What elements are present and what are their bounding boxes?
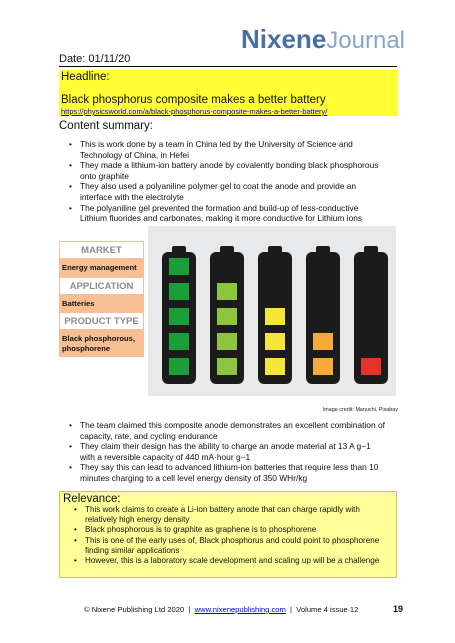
summary-bullet: • They claim their design has the ability to charge an anode material at 13 A g−1 with a reversible capacity of 440 mA·hour g−1 (66, 441, 386, 462)
charge-segment (265, 358, 285, 375)
battery-4 (306, 246, 340, 384)
footer-text (84, 605, 358, 614)
page-number: 19 (393, 604, 404, 614)
application-label: APPLICATION (59, 277, 144, 295)
application-value: Batteries (59, 295, 144, 313)
date-line: Date: 01/11/20 (59, 53, 397, 67)
battery-illustration (148, 226, 396, 396)
charge-segment (217, 283, 237, 300)
logo-sub: Journal (326, 27, 405, 54)
charge-segment (217, 333, 237, 350)
summary-bullet: • They made a lithium-ion battery anode by covalently bonding black phosphorous onto graphite (66, 160, 386, 181)
logo-brand: Nixene (241, 24, 327, 54)
relevance-bullet: • Black phosphorous is to graphite as graphene is to phosphorene (71, 525, 393, 535)
headline-label: Headline: (61, 71, 110, 83)
battery-image (148, 226, 396, 396)
battery-2 (210, 246, 244, 384)
product-type-value: Black phosphorous, phosphorene (59, 330, 144, 357)
summary-bullet: • The team claimed this composite anode demonstrates an excellent combination of capacity, rate, and cycling endurance (66, 420, 386, 441)
battery-5 (354, 246, 388, 384)
footer-separator: | (290, 605, 293, 614)
summary-list-top (66, 139, 386, 224)
footer-copyright: © Nixene Publishing Ltd 2020 (84, 605, 185, 614)
headline-box (59, 70, 398, 116)
headline-title: Black phosphorus composite makes a better battery (61, 94, 326, 106)
relevance-bullet: • This work claims to create a Li-ion battery anode that can charge rapidly with relatively high energy density (71, 505, 393, 525)
market-value: Energy management (59, 259, 144, 277)
charge-segment (361, 358, 381, 375)
battery-3 (258, 246, 292, 384)
charge-segment (265, 308, 285, 325)
summary-label: Content summary: (59, 120, 153, 132)
image-credit: Image credit: Manuchi, Pixabay (322, 407, 398, 413)
charge-segment (265, 333, 285, 350)
battery-1 (162, 246, 196, 384)
market-label: MARKET (59, 241, 144, 259)
charge-segment (169, 258, 189, 275)
relevance-box (59, 491, 397, 578)
charge-segment (217, 358, 237, 375)
summary-bullet: • They say this can lead to advanced lithium-ion batteries that require less than 10 minutes charging to a cell level energy density of 350 WHr/kg (66, 462, 386, 483)
summary-list-bottom (66, 420, 386, 484)
summary-bullet: • They also used a polyaniline polymer gel to coat the anode and provide an interface with the electrolyte (66, 181, 386, 202)
charge-segment (313, 333, 333, 350)
charge-segment (169, 333, 189, 350)
footer-volume: Volume 4 issue 12 (296, 605, 359, 614)
relevance-bullet: • However, this is a laboratory scale development and scaling up will be a challenge (71, 556, 393, 566)
relevance-list (63, 505, 393, 566)
headline-link[interactable]: https://physicsworld.com/a/black-phosphorus-composite-makes-a-better-battery/ (61, 107, 328, 116)
summary-bullet: • This is work done by a team in China led by the University of Science and Technology of China, in Hefei (66, 139, 386, 160)
charge-segment (313, 358, 333, 375)
charge-segment (217, 308, 237, 325)
charge-segment (169, 358, 189, 375)
journal-logo (241, 26, 405, 53)
relevance-label: Relevance: (63, 493, 121, 505)
footer-separator: | (188, 605, 191, 614)
summary-bullet: • The polyaniline gel prevented the formation and build-up of less-conductive Lithium fluorides and carbonates, making it more conductive for Lithium ions (66, 203, 386, 224)
charge-segment (169, 308, 189, 325)
footer-website-link[interactable]: www.nixenepublishing.com (194, 605, 286, 614)
product-type-label: PRODUCT TYPE (59, 312, 144, 330)
relevance-bullet: • This is one of the early uses of, Black phosphorus and could point to phosphorene finding similar applications (71, 536, 393, 556)
tag-panel (59, 241, 144, 357)
charge-segment (169, 283, 189, 300)
